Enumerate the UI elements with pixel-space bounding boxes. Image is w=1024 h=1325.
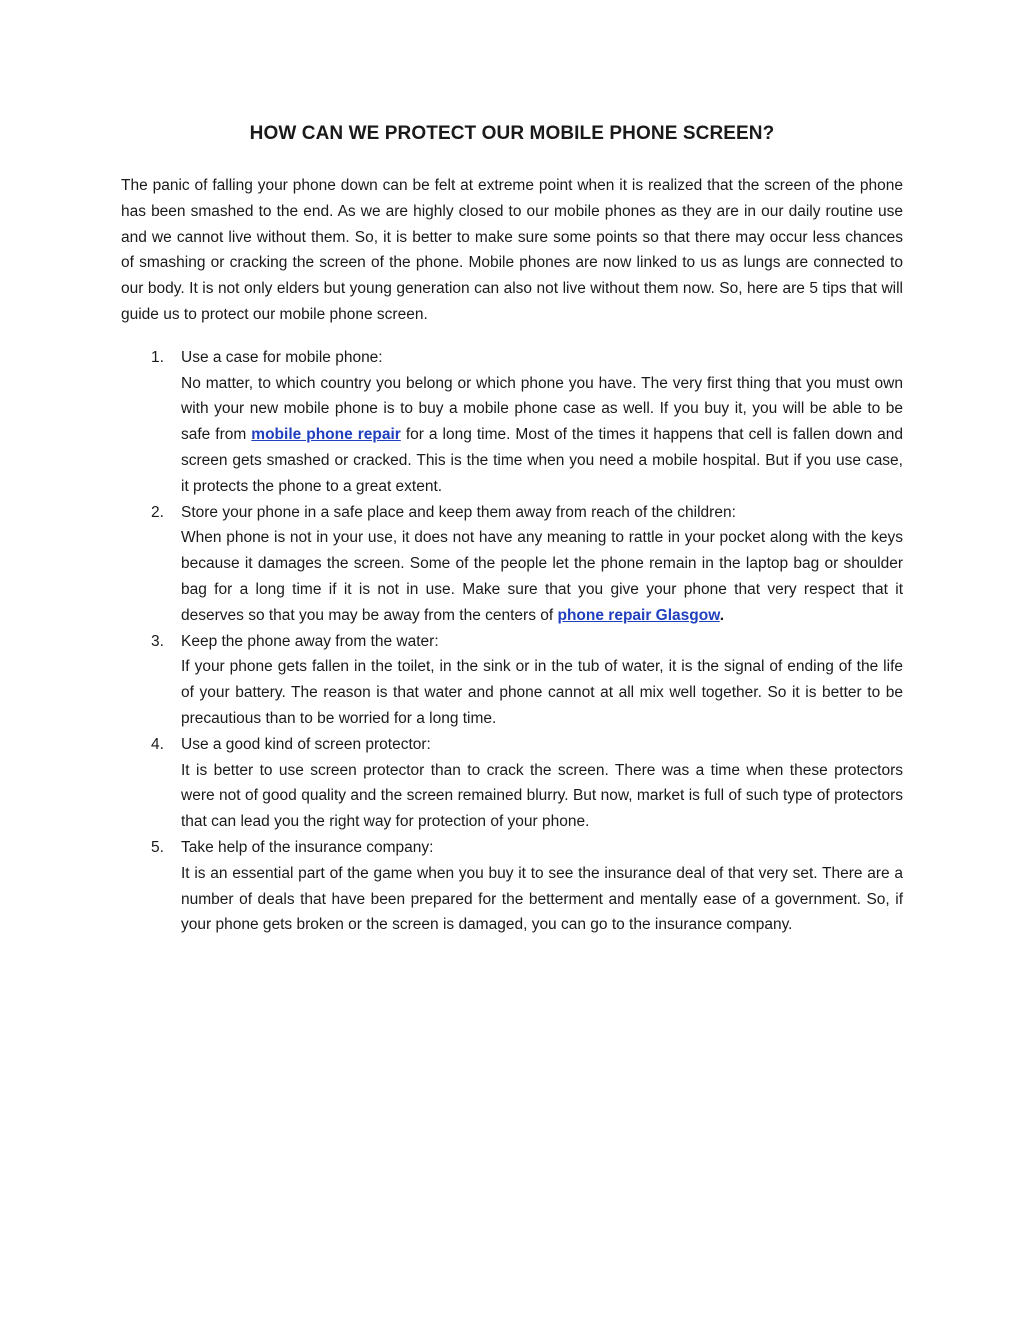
page-title: HOW CAN WE PROTECT OUR MOBILE PHONE SCREEN? [249,123,775,144]
list-item-number: 4. [151,735,164,753]
mobile-phone-repair-link[interactable]: mobile phone repair [251,426,401,444]
tip-body-text: No matter, to which country you belong or which phone you have. The very first thing that you must own with your new mobile phone is to buy a mobile phone case as well. If you buy it, you will be able to be safe from [181,374,903,444]
phone-repair-glasgow-link[interactable]: phone repair Glasgow [557,606,720,624]
tip-heading: Use a case for mobile phone: [181,348,383,366]
list-item [151,732,903,835]
tip-body: It is better to use screen protector than to crack the screen. There was a time when these protectors were not of good quality and the screen remained blurry. But now, market is full of such type of protectors that can lead you the right way for protection of your phone. [181,761,903,831]
tip-body-text: for a long time. Most of the times it happens that cell is fallen down and screen gets smashed or cracked. This is the time when you need a mobile hospital. But if you use case, it protects the phone to a great extent. [181,426,903,495]
tip-heading: Store your phone in a safe place and keep them away from reach of the children: [181,503,736,521]
tip-body-text: When phone is not in your use, it does not have any meaning to rattle in your pocket along with the keys because it damages the screen. Some of the people let the phone remain in the laptop bag or shoulder bag for a long time if it is not in use. Make sure that you give your phone that very respect that it deserves so that you may be away from the centers of [181,529,903,624]
tip-body [181,371,903,500]
list-item [151,345,903,500]
list-item-number: 1. [151,348,164,366]
tip-body: If your phone gets fallen in the toilet, in the sink or in the tub of water, it is the signal of ending of the life of your battery. The reason is that water and phone cannot at all mix well together. So it is better to be precautious than to be worried for a long time. [181,658,903,727]
tips-list [121,345,903,938]
list-item [151,835,903,938]
list-item [151,500,903,629]
list-item-number: 5. [151,838,164,856]
list-item-number: 3. [151,632,164,650]
list-item [151,629,903,732]
tip-heading: Take help of the insurance company: [181,838,434,856]
list-item-number: 2. [151,503,164,521]
tip-body: It is an essential part of the game when you buy it to see the insurance deal of that very set. There are a number of deals that have been prepared for the betterment and mentally ease of a government. So, if your phone gets broken or the screen is damaged, you can go to the insurance company. [181,864,903,934]
tip-heading: Keep the phone away from the water: [181,632,439,650]
intro-paragraph: The panic of falling your phone down can be felt at extreme point when it is realized that the screen of the phone has been smashed to the end. As we are highly closed to our mobile phones as they are in our daily routine use and we cannot live without them. So, it is better to make sure some points so that there may occur less chances of smashing or cracking the screen of the phone. Mobile phones are now linked to us as lungs are connected to our body. It is not only elders but young generation can also not live without them now. So, here are 5 tips that will guide us to protect our mobile phone screen. [121,177,903,323]
document-page [121,120,903,938]
tip-body [181,525,903,628]
tip-heading: Use a good kind of screen protector: [181,735,431,753]
tip-body-text: . [719,606,725,624]
